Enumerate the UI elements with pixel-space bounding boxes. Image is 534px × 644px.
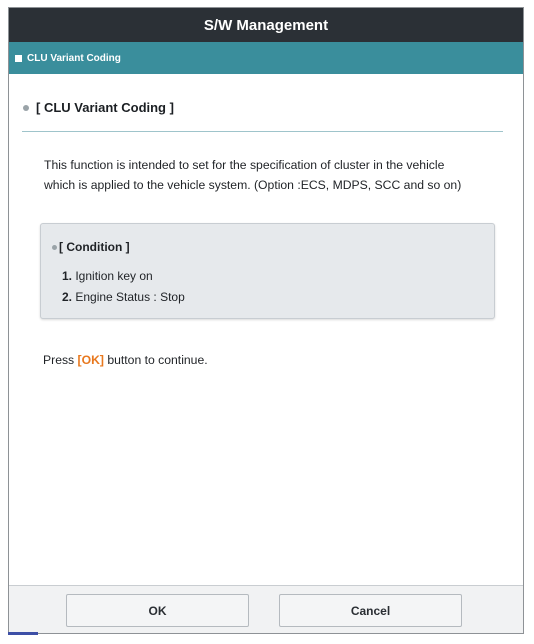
window-title: S/W Management [203,16,329,34]
content-area [9,74,523,585]
bullet-icon [23,105,29,111]
ok-key-highlight: [OK] [77,353,104,367]
condition-panel [40,223,495,319]
corner-accent [8,632,38,635]
section-heading [23,100,174,115]
section-divider [22,131,503,132]
sw-management-window [8,7,524,634]
button-bar [9,585,523,633]
section-heading-label: [ CLU Variant Coding ] [36,100,174,115]
condition-item [62,287,185,308]
condition-item-number: 2. [62,290,73,304]
instruction-suffix: button to continue. [103,353,208,367]
description-line-2: which is applied to the vehicle system. (Option :ECS, MDPS, SCC and so on) [44,178,462,192]
function-description [44,155,504,195]
square-icon [15,55,22,62]
condition-item-number: 1. [62,269,73,283]
title-bar [9,8,523,42]
continue-instruction [43,353,208,367]
function-header [9,42,523,74]
condition-heading-label: [ Condition ] [59,240,130,254]
description-line-1: This function is intended to set for the specification of cluster in the vehicle [44,158,445,172]
condition-item-text: Engine Status : Stop [72,290,185,304]
instruction-prefix: Press [43,353,78,367]
function-header-label: CLU Variant Coding [27,52,121,64]
condition-item-text: Ignition key on [72,269,153,283]
cancel-button[interactable]: Cancel [279,594,462,627]
condition-heading [52,240,130,254]
ok-button[interactable]: OK [66,594,249,627]
condition-list [62,266,185,308]
bullet-icon [52,245,57,250]
condition-item [62,266,185,287]
